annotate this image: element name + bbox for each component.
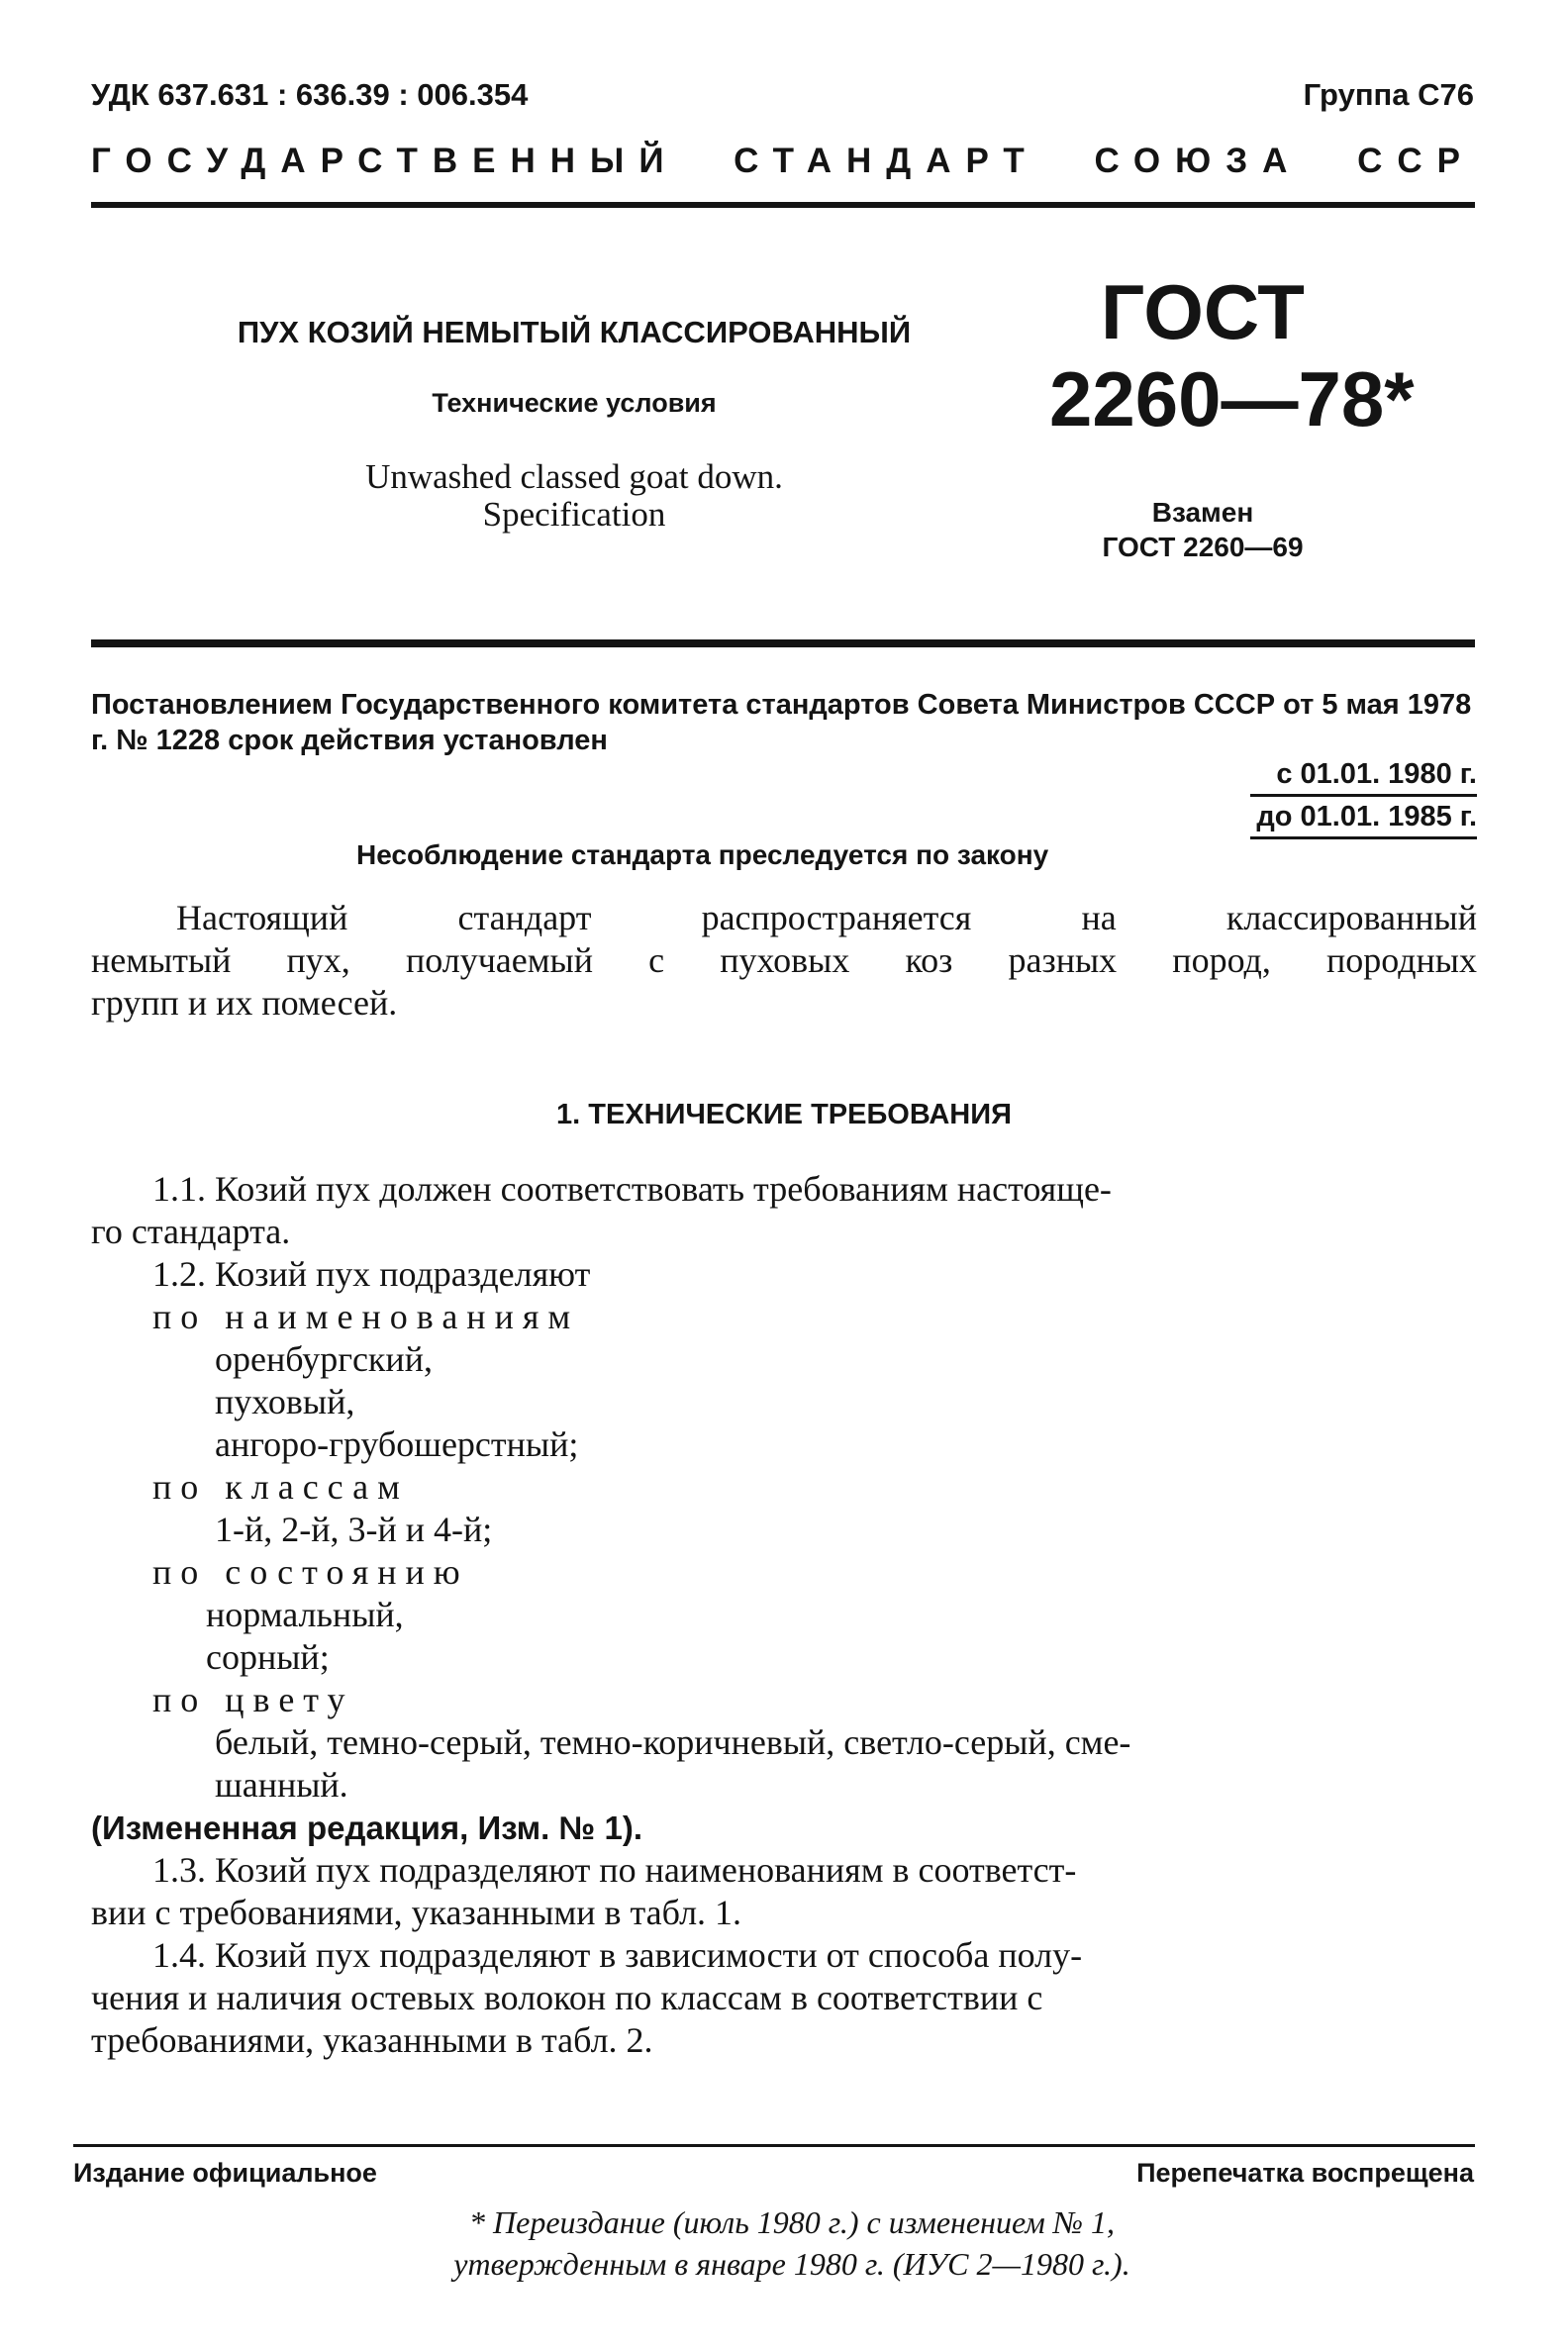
reissue-footnote	[297, 2201, 1287, 2285]
clause-line: требованиями, указанными в табл. 2.	[91, 2020, 653, 2060]
reprint-prohibited: Перепечатка воспрещена	[1136, 2158, 1474, 2188]
intro-line: немытый пух, получаемый с пуховых коз разных пород, породных	[91, 940, 1477, 980]
list-item: пуховый,	[215, 1382, 355, 1421]
clause-line: вии с требованиями, указанными в табл. 1.	[91, 1893, 742, 1932]
gost-number: 2260—78*	[1049, 355, 1415, 442]
document-title: ПУХ КОЗИЙ НЕМЫТЫЙ КЛАССИРОВАННЫЙ	[237, 315, 912, 349]
title-rule	[91, 639, 1475, 647]
english-title-line: Specification	[482, 495, 666, 534]
footnote-line: утвержденным в январе 1980 г. (ИУС 2—1980 г.).	[453, 2246, 1130, 2282]
replaces-label: Взамен	[1151, 497, 1254, 528]
valid-to: до 01.01. 1985 г.	[1250, 794, 1477, 839]
official-edition: Издание официальное	[73, 2158, 377, 2188]
footnote-line: * Переиздание (июль 1980 г.) с изменением № 1,	[469, 2204, 1115, 2240]
list-item: сорный;	[206, 1637, 330, 1677]
banner-word: СТАНДАРТ	[734, 142, 1039, 180]
list-item: нормальный,	[206, 1595, 404, 1634]
footer-rule	[73, 2144, 1475, 2147]
clause-1-2: 1.2. Козий пух подразделяют	[152, 1254, 591, 1294]
replaces-value: ГОСТ 2260—69	[1102, 532, 1304, 562]
amendment-note: (Измененная редакция, Изм. № 1).	[91, 1809, 642, 1846]
category-label: по состоянию	[152, 1552, 469, 1592]
intro-line: Настоящий стандарт распространяется на классированный	[176, 898, 1477, 937]
intro-paragraph	[91, 897, 1477, 1025]
category-label: по цвету	[152, 1680, 354, 1719]
list-item: шанный.	[215, 1765, 348, 1805]
section-1-body	[91, 1168, 1477, 2062]
document-subtitle: Технические условия	[432, 388, 717, 418]
category-label: по наименованиям	[152, 1297, 580, 1336]
list-item: 1-й, 2-й, 3-й и 4-й;	[215, 1510, 493, 1549]
decree-text: Постановлением Государственного комитета стандартов Совета Министров СССР от 5 мая 1978 г. № 1228 срок действия установлен	[91, 689, 1472, 756]
clause-line: 1.4. Козий пух подразделяют в зависимости от способа полу-	[152, 1935, 1083, 1975]
header-rule	[91, 202, 1475, 208]
clause-1-1	[91, 1168, 1477, 1211]
udk-code: УДК 637.631 : 636.39 : 006.354	[91, 77, 529, 112]
list-item: ангоро-грубошерстный;	[215, 1424, 579, 1464]
group-code: Группа С76	[1303, 77, 1474, 112]
clause-line: 1.1. Козий пух должен соответствовать требованиям настояще-	[152, 1169, 1112, 1209]
gost-label: ГОСТ	[1101, 268, 1305, 355]
clause-line: 1.3. Козий пух подразделяют по наименованиям в соответст-	[152, 1850, 1077, 1890]
banner-word: СОЮЗА	[1094, 142, 1303, 180]
validity-period	[1250, 754, 1477, 839]
english-title-line: Unwashed classed goat down.	[365, 457, 783, 496]
clause-line: чения и наличия остевых волокон по классам в соответствии с	[91, 1978, 1043, 2017]
list-item: белый, темно-серый, темно-коричневый, светло-серый, сме-	[215, 1722, 1131, 1762]
replaces-block	[1079, 495, 1326, 564]
category-label: по классам	[152, 1467, 409, 1507]
intro-line: групп и их помесей.	[91, 983, 398, 1023]
banner-word: ГОСУДАРСТВЕННЫЙ	[91, 142, 679, 180]
english-title	[198, 458, 950, 534]
section-heading: 1. ТЕХНИЧЕСКИЕ ТРЕБОВАНИЯ	[556, 1099, 1012, 1130]
state-standard-banner	[91, 142, 1475, 181]
valid-from: с 01.01. 1980 г.	[1276, 758, 1477, 790]
banner-word: ССР	[1357, 142, 1475, 180]
clause-line: го стандарта.	[91, 1212, 291, 1251]
penalty-notice: Несоблюдение стандарта преследуется по закону	[356, 839, 1049, 870]
list-item: оренбургский,	[215, 1339, 433, 1379]
